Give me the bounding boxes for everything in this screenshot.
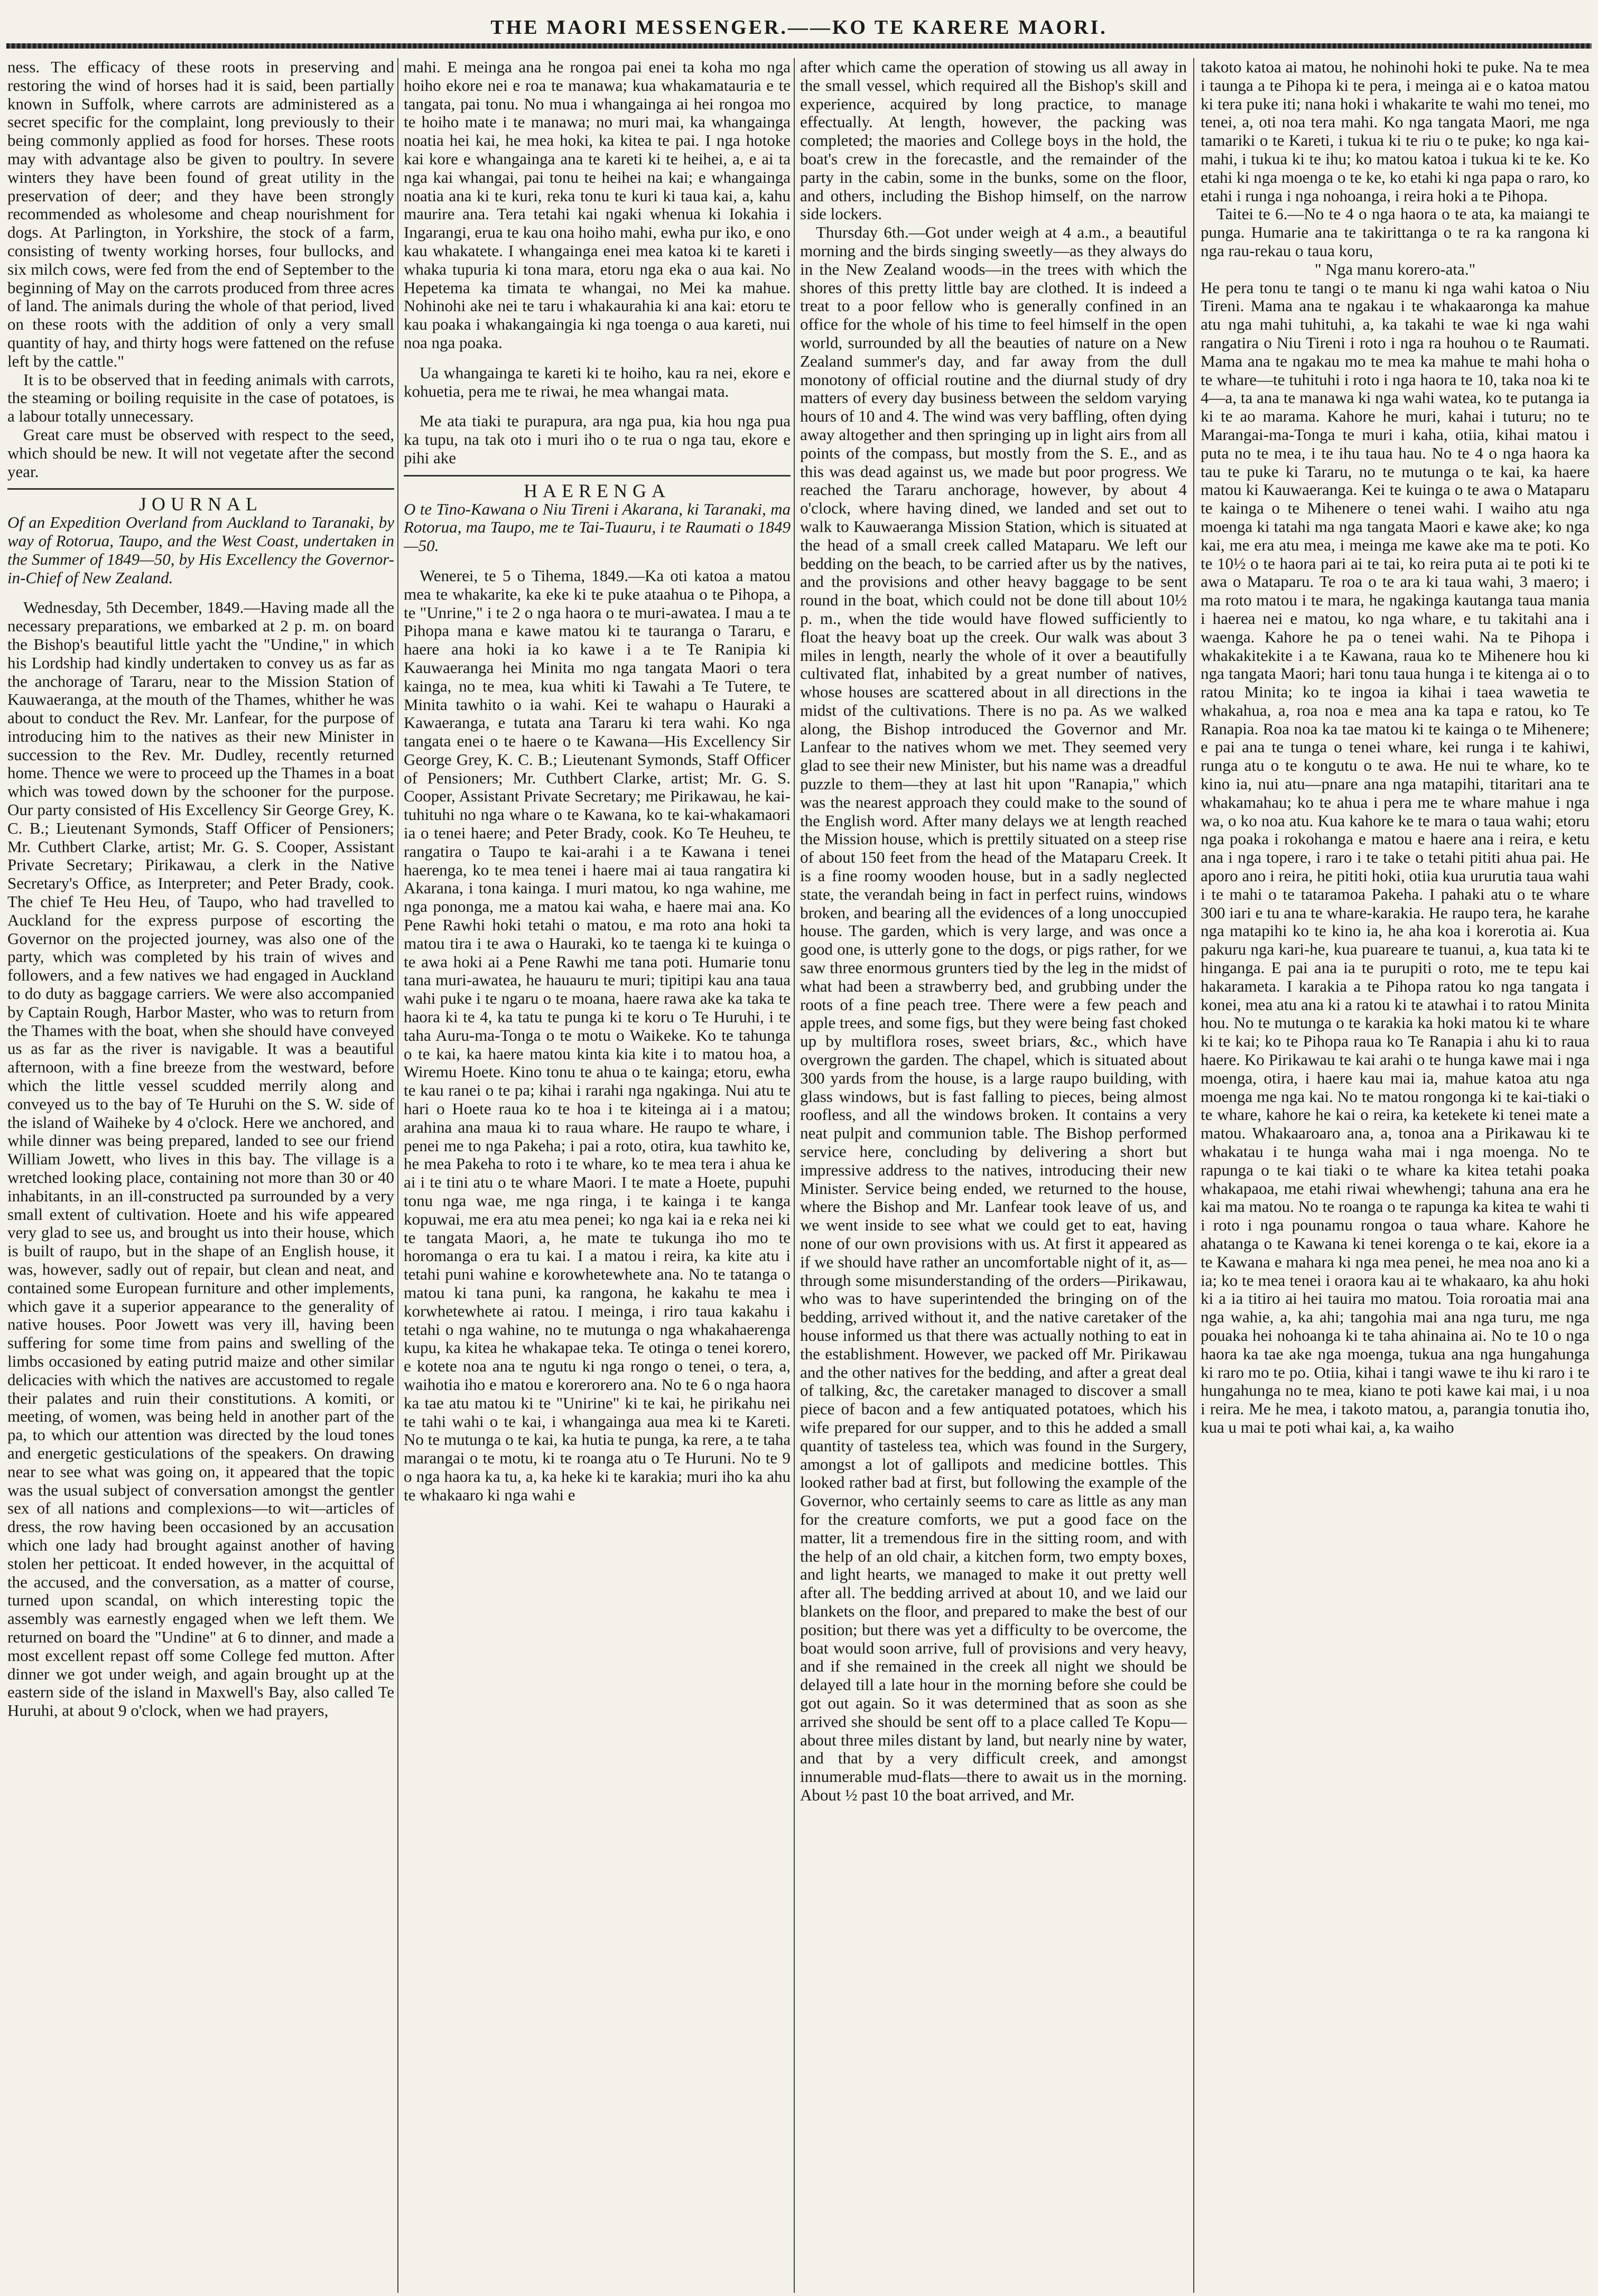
- carrot-article-text: ness. The efficacy of these roots in preserving and restoring the wind of horses had it is said, been partially known in Suffolk, where carrots are administered as a secret specific for the complaint, long previously to their being commonly applied as food for horses. These roots may with advantage also be given to poultry. In severe winters they have been found of great utility in the preservation of deer; and they have been strongly recommended as wholesome and cheap nourishment for dogs. At Parlington, in Yorkshire, the stock of a farm, consisting of twenty working horses, four bullocks, and six milch cows, were fed from the end of September to the beginning of May on the carrots produced from three acres of land. The animals during the whole of that period, lived on these roots with the addition of only a very small quantity of hay, and thirty hogs were fattened on the refuse left by the cattle.": [7, 58, 394, 370]
- section-rule: [7, 488, 394, 490]
- haerenga-text: He pera tonu te tangi o te manu ki nga wahi katoa o Niu Tireni. Mama ana te ngakau i te whakaaronga ka mahue atu nga mahi tuhituhi, a, ka takahi te wae ki nga wahi rangatira o Niu Tireni i roto i nga ra houhou o te Raumati. Mama ana te ngakau mo te mea ka mahue te mahi hoha o te whare—te tuhituhi i roto i nga haora te 10, taka noa ki te 4—a, ta ana te manawa ki nga wahi watea, ko te putanga ia ki te ao marama. Kahore he muri, kahai i tuturu; no te Marangai-ma-Tonga te muri i kaha, otiia, kihai matou i puta no te mea, i te ihu taua hau. No te 4 o nga haora ka tau te puke ki Tararu, no te mutunga o te kai, ka haere matou ki Kauwaeranga. Kei te kuinga o te awa o Mataparu te kainga o te Mihenere o tenei wahi. I waiho atu nga moenga ki tatahi ma nga tangata Maori e kawe ake; ko nga kai, me era atu mea, i meinga me kawe ake ma te poti. Ko te 10½ o te haora pari ai te tai, ko reira puta ai te poti ki te awa o Mataparu. Te roa o te ara ki taua wahi, 3 maero; i ma roto matou i te mara, he ngakinga kautanga taua mania i haerea nei e matou, ko nga whare, e tu takitahi ana i waenga. Kahore he pa o tenei wahi. Na te Pihopa i whakakitekite i a te Kawana, raua ko te Mihenere hou ki nga tangata Maori; hari tonu taua hunga i te kitenga ai o to ratou Minita; ko te ingoa ia kihai i taea wawetia te whakahua, a, roa noa e mea ana ka tapa e ratou, ko Te Ranapia. Roa noa ka tae matou ki te kainga o te Mihenere; e pai ana te tunga o tenei whare, kei runga i te kahiwi, runga atu o te kongutu o te awa. He nui te whare, ko te kino ia, nui atu—pnare ana nga matapihi, titaritari ana te whakamahau; ko te ahua i pera me te whare mahue i nga wa, o ko noa atu. Kua kahore ke te mara o taua wahi; etoru nga poaka i rokohanga e matou e haere ana i reira, e ketu ana i nga topere, i raro i te take o tetahi pititi ahua pai. He aporo ano i reira, he pititi hoki, otiia kua ururutia taua wahi i te mahi o te tataramoa Pakeha. I pahaki atu o te whare 300 iari e tu ana te whare-karakia. He raupo tera, he karahe nga matapihi ko te kino ia, he aha koa i korerotia ai. Kua pakuru nga kari-he, kua puareare te tuanui, a, kua tata ki te hinganga. E pai ana ia te purupiti o roto, me te tepu kai hakarameta. I karakia a te Pihopa ratou ko nga tangata i konei, mea atu ana ki a ratou ki te atawhai i to ratou Minita hou. No te mutunga o te karakia ka hoki matou ki te whare ki te kai; ko te Pihopa raua ko Te Ranapia i ahu ki to raua haere. Ko Pirikawau te kai arahi o te hunga kawe mai i nga moenga, otira, i haere kau mai ia, mahue katoa atu nga moenga me nga kai. No te matou rongonga ki te kai-tiaki o te whare, kahore he kai o reira, ka ketekete ki tenei mate a matou. Whakaaroaro ana, a, tonoa ana a Pirikawau ki te whakatau i te hunga waha mai i nga moenga. No te rapunga o te kai tiaki o te whare ka kitea tetahi poaka whakapaoa, me etahi riwai whewhengi; tahuna ana era he kai ma matou. No te roanga o te rapunga ka kitea te wahi ti i roto i nga pounamu rongoa o taua whare. Kahore he ahatanga o te Kawana ki tenei korenga o te kai, ekore ia a te Kawana e mahara ki nga mea penei, he mea noa ano ki a ia; ko te mea tenei i oraora kau ai te whakaaro, ka ahu hoki ki a ia titiro ai hei tauira mo matou. Toia roroatia mai ana nga wahie, a, ka ahi; tangohia mai ana nga turu, me nga pouaka hei nohoanga ki te taha ahinaina ai. No te 10 o nga haora ka tae ake nga moenga, tukua ana nga hungahunga ki raro mo te po. Otiia, kihai i tangi wawe te ihu ki raro i te hungahunga no te mea, kiano te poti kawe kai mai, i u noa i reira. Me he mea, i takoto matou, a, parangia tonutia iho, kua u mai te poti whai kai, a, ka waiho: [1201, 278, 1590, 1436]
- journal-text: Wednesday, 5th December, 1849.—Having made all the necessary preparations, we embarked at 2 p. m. on board the Bishop's beautiful little yacht the "Undine," in which his Lordship had kindly undertaken to convey us as far as the anchorage of Tararu, near to the Mission Station of Kauwaeranga, at the mouth of the Thames, whither he was about to conduct the Rev. Mr. Lanfear, for the purpose of introducing him to the natives as their new Minister in succession to the Rev. Mr. Dudley, recently returned home. Thence we were to proceed up the Thames in a boat which was towed down by the schooner for the purpose. Our party consisted of His Excellency Sir George Grey, K. C. B.; Lieutenant Symonds, Staff Officer of Pensioners; Mr. Cuthbert Clarke, artist; Mr. G. S. Cooper, Assistant Private Secretary; Pirikawau, a clerk in the Native Secretary's Office, as Interpreter; and Peter Brady, cook. The chief Te Heu Heu, of Taupo, who had travelled to Auckland for the express purpose of escorting the Governor on the projected journey, was also one of the party, which was completed by his train of wives and followers, and a few natives we had engaged in Auckland to do duty as baggage carriers. We were also accompanied by Captain Rough, Harbor Master, who was to return from the Thames with the boat, when she should have conveyed us as far as the river is navigable. It was a beautiful afternoon, with a fine breeze from the westward, before which the little vessel scudded merrily along and conveyed us to the bay of Te Huruhi on the S. W. side of the island of Waiheke by 4 o'clock. Here we anchored, and while dinner was being prepared, landed to see our friend William Jowett, who lives in this bay. The village is a wretched looking place, containing not more than 30 or 40 inhabitants, in an ill-constructed pa surrounded by a very small extent of cultivation. Hoete and his wife appeared very glad to see us, and brought us into their house, which is built of raupo, but in the shape of an English house, it was, however, sadly out of repair, but clean and neat, and contained some European furniture and other implements, which gave it a superior appearance to the generality of native houses. Poor Jowett was very ill, having been suffering for some time from pains and swelling of the limbs occasioned by eating putrid maize and other similar delicacies with which the natives are accustomed to regale their palates and ruin their constitutions. A komiti, or meeting, of women, was being held in another part of the pa, to which our attention was directed by the loud tones and energetic gesticulations of the speakers. On drawing near to see what was going on, it appeared that the topic was the usual subject of conversation amongst the gentler sex of all nations and complexions—to wit—articles of dress, the row having been occasioned by an accusation which one lady had brought against another of having stolen her petticoat. It ended however, in the acquittal of the accused, and the conversation, as a matter of course, turned upon scandal, on which interesting topic the assembly was earnestly engaged when we left them. We returned on board the "Undine" at 6 to dinner, and made a most excellent repast off some College fed mutton. After dinner we got under weigh, and again brought up at the eastern side of the island in Maxwell's Bay, also called Te Huruhi, at about 9 o'clock, when we had prayers,: [7, 598, 394, 1720]
- journal-text: Thursday 6th.—Got under weigh at 4 a.m., a beautiful morning and the birds singing sweetly—as they always do in the New Zealand woods—in the trees with which the shores of this pretty little bay are clothed. It is indeed a treat to a poor fellow who is generally confined in an office for the whole of his time to feel himself in the open world, surrounded by all the beauties of nature on a New Zealand summer's day, and far away from the dull monotony of official routine and the diurnal study of dry matters of every day business between the seldom varying hours of 10 and 4. The wind was very baffling, often dying away altogether and then springing up in light airs from all points of the compass, but mostly from the S. E., and as this was dead against us, we made but poor progress. We reached the Tararu anchorage, however, by about 4 o'clock, where having dined, we landed and set out to walk to Kauwaeranga Mission Station, which is situated at the head of a small creek called Mataparu. We left our bedding on the beach, to be carried after us by the natives, and the provisions and other heavy baggage to be sent round in the boat, which could not be done till about 10½ p. m., when the tide would have flowed sufficiently to float the heavy boat up the creek. Our walk was about 3 miles in length, nearly the whole of it over a beautifully cultivated flat, inhabited by a great number of natives, whose houses are scattered about in all directions in the midst of the cultivations. There is no pa. As we walked along, the Bishop introduced the Governor and Mr. Lanfear to the natives whom we met. They seemed very glad to see their new Minister, but his name was a dreadful puzzle to them—they at last hit upon "Ranapia," which was the nearest approach they could make to the sound of the English word. After many delays we at length reached the Mission house, which is prettily situated on a steep rise of about 150 feet from the head of the Mataparu Creek. It is a fine roomy wooden house, but in a sadly neglected state, the verandah being in fact in perfect ruins, windows broken, and bearing all the evidences of a long unoccupied house. The garden, which is very large, and was once a good one, is utterly gone to the dogs, or pigs rather, for we saw three enormous grunters tied by the leg in the midst of what had been a strawberry bed, and grubbing under the roots of a fine peach tree. There were a few peach and apple trees, and some figs, but they were being fast choked up by multiflora roses, sweet briars, &c., which have overgrown the garden. The chapel, which is situated about 300 yards from the house, is a large raupo building, with glass windows, but is fast falling to pieces, being almost roofless, and all the windows broken. It contains a very neat pulpit and communion table. The Bishop performed service here, concluding by delivering a short but impressive address to the natives, introducing their new Minister. Service being ended, we returned to the house, where the Bishop and Mr. Lanfear took leave of us, and we went inside to see what we could get to eat, having none of our own provisions with us. At first it appeared as if we should have rather an uncomfortable night of it, as—through some misunderstanding of the orders—Pirikawau, who was to have superintended the bringing on of the bedding, arrived without it, and the native caretaker of the house informed us that there was actually nothing to eat in the establishment. However, we packed off Mr. Pirikawau and the other natives for the bedding, and after a great deal of talking, &c, the caretaker managed to discover a small piece of bacon and a few antiquated potatoes, which his wife prepared for our supper, and to this he added a small quantity of tasteless tea, which was found in the Surgery, amongst a lot of gallipots and medicine bottles. This looked rather bad at first, but following the example of the Governor, who certainly seems to care as little as any man for the creature comforts, we put a good face on the matter, lit a tremendous fire in the sitting room, and with the help of an old chair, a kitchen form, two empty boxes, and light hearts, we managed to make it out pretty well after all. The bedding arrived at about 10, and we laid our blankets on the floor, and prepared to make the best of our position; but there was yet a difficulty to be overcome, the boat would soon arrive, full of provisions and very heavy, and if she remained in the creek all night we should be delayed till a late hour in the morning before she could be got out again. So it was determined that as soon as she arrived she should be sent off to a place called Te Kopu—about three miles distant by land, but nearly nine by water, and that by a very difficult creek, and amongst innumerable mud-flats—there to await us in the morning. About ½ past 10 the boat arrived, and Mr.: [800, 223, 1187, 1804]
- section-rule: [404, 475, 791, 477]
- journal-subheading: Of an Expedition Overland from Auckland to Taranaki, by way of Rotorua, Taupo, and the West Coast, undertaken in the Summer of 1849—50, by His Excellency the Governor-in-Chief of New Zealand.: [7, 513, 394, 587]
- haerenga-heading: HAERENGA: [524, 480, 671, 501]
- haerenga-subheading: O te Tino-Kawana o Niu Tireni i Akarana, ki Taranaki, ma Rotorua, ma Taupo, me te Tai-Tuauru, i te Raumati o 1849—50.: [404, 499, 791, 555]
- haerenga-text: Taitei te 6.—No te 4 o nga haora o te ata, ka maiangi te punga. Humarie ana te takirittanga o te ra ka rangona ki nga rau-rekau o taua koru,: [1201, 204, 1590, 260]
- masthead-rule: [6, 43, 1592, 49]
- column-divider: [1193, 58, 1194, 2293]
- carrot-article-text: Great care must be observed with respect to the seed, which should be new. It will not vegetate after the second year.: [7, 425, 394, 481]
- column-divider: [794, 58, 795, 2293]
- column-1: [7, 58, 394, 2293]
- column-2: [404, 58, 791, 2293]
- maori-carrot-text: mahi. E meinga ana he rongoa pai enei ta koha mo nga hoiho ekore nei e roa te manawa; kua whakamatauria e te tangata, pai tonu. No mua i whangainga ai hei rongoa mo te hoiho mate i te manawa; no muri mai, ka whangainga noatia hei kai, he mea hoki, ka kitea te pai. I nga hotoke kai kore e whangainga ana te kareti ki te heihei, a, e ai ta nga kai whangai, pai tonu te heihei na kai; e whangainga noatia ana ki te kuri, reka tonu te kuri ki taua kai, a, kahu maurire ana. Tera tetahi kai ngaki whenua ki Iokahia i Ingarangi, erua te kau ona hoiho mahi, ewha pur iko, e ono kau whakatete. I whangainga enei mea katoa ki te kareti i whaka tupuria ki tona mara, etoru nga eka o aua kai. No Hepetema ka timata te whangai, no Mei ka mahue. Nohinohi ake nei te taru i whakaurahia ki ana kai: etoru te kau poaka i whakangaingia ki nga toenga o aua kareti, nui noa nga poaka.: [404, 58, 791, 352]
- journal-heading: JOURNAL: [138, 493, 263, 515]
- column-4: [1201, 58, 1590, 2293]
- haerenga-text: Wenerei, te 5 o Tihema, 1849.—Ka oti katoa a matou mea te whakarite, ka eke ki te puke ataahua o te Pihopa, a te "Unrine," i te 2 o nga haora o te muri-awatea. I mau a te Pihopa mana e kawe matou ki te tauranga o Tararu, e haere ana hoki ia ko kawe i a te Te Ranipia ki Kauwaeranga hei Minita mo nga tangata Maori o tera kainga, no te mea, kua whiti ki Tawahi a Te Tutere, te Minita tawhito o ia wahi. Kei te wahapu o Hauraki a Kawaeranga, e tutata ana Tararu ki tera wahi. Ko nga tangata enei o te haere o te Kawana—His Excellency Sir George Grey, K. C. B.; Lieutenant Symonds, Staff Officer of Pensioners; Mr. Cuthbert Clarke, artist; Mr. G. S. Cooper, Assistant Private Secretary; me Pirikawau, he kai-tuhituhi no nga whare o te Kawana, ko te kai-whakamaori ia o tenei haere; and Peter Brady, cook. Ko Te Heuheu, te rangatira o Taupo te kai-arahi i a te Kawana i tenei haerenga, ko te mea tenei i haere mai ai taua rangatira ki Akarana, i tona kainga. I muri matou, ko nga wahine, me nga pononga, me a matou kai waha, e haere mai ana. Ko Pene Rawhi hoki tetahi o matou, e ma roto ana hoki ta matou tira i te awa o Hauraki, ko te taenga ki te kuinga o te awa hoki ai a Pene Rawhi me tana poti. Humarie tonu tana muri-awatea, he hauauru te muri; tipitipi kau ana taua wahi puke i te ngaru o te moana, haere rawa ake ka taka te haora ki te 4, ka tatu te punga ki te koru o Te Huruhi, i te taha Auru-ma-Tonga o te motu o Waikeke. Ko te tahunga o te kai, ka haere matou kinta kia kite i to matou hoa, a Wiremu Hoete. Kino tonu te ahua o te kainga; etoru, ewha te kau ranei o te pa; kihai i rarahi nga ngakinga. Nui atu te hari o Hoete raua ko te hoa i te kiteinga ai i a matou; arahina ana maua ki to raua whare. He raupo te whare, i penei me to nga Pakeha; i pai a roto, otira, kua tawhito ke, he mea Pakeha to roto i te whare, ko te mea tera i ahua ke ai i te tini atu o te whare Maori. I te mate a Hoete, pupuhi tonu nga wae, me nga ringa, i te kainga i te kanga kopuwai, me era atu mea penei; ko nga kai ia e reka nei ki te tangata Maori, a, he mate te tukunga iho mo te horomanga o era tu kai. I a matou i reira, ka kite atu i tetahi puni wahine e korowhetewhete ana. No te tatanga o matou ki tana puni, ka rangona, he kakahu te mea i korwhetewhete ai ratou. I meinga, i riro taua kakahu i tetahi o nga wahine, no te mutunga o nga whakahaerenga kupu, ka kitea he whakapae teka. Te otinga o tenei korero, e kotete noa ana te ngutu ki nga rongo o tenei, o tera, a, waihotia iho e matou e korerorero ana. No te 6 o nga haora ka tae atu matou ki te "Unirine" ki te kai, he pirikahu nei te tahi wahi o te kai, i whangainga aua mea ki te Kareti. No te mutunga o te kai, ka hutia te punga, ka rere, a te taha marangai o te motu, ki te roanga atu o Te Huruni. No te 9 o nga haora ka tu, a, ka heke ki te karakia; muri iho ka ahu te whakaaro ki nga wahi e: [404, 566, 791, 1504]
- masthead: THE MAORI MESSENGER.——KO TE KARERE MAORI.: [490, 16, 1108, 39]
- haerenga-text: takoto katoa ai matou, he nohinohi hoki te puke. Na te mea i taunga a te Pihopa ki te pera, i meinga ai e o katoa matou ki tera puke iti; nana hoki i whakarite te wahi mo tenei, mo tenei, a, oti noa tera mahi. Ko nga tangata Maori, me nga tamariki o te Kareti, i tukua ki te riu o te puke; ko nga kai-mahi, i tukua ki te ihu; ko matou katoa i tukua ki te ke. Ko etahi ki nga moenga o te ke, ko etahi ki nga papa o raro, ko etahi i runga i nga nohoanga, i reira hoki a te Pihopa.: [1201, 58, 1590, 205]
- maori-carrot-text: Ua whangainga te kareti ki te hoiho, kau ra nei, ekore e kohuetia, pera me te riwai, he mea whangai mata.: [404, 363, 791, 400]
- maori-carrot-text: Me ata tiaki te purapura, ara nga pua, kia hou nga pua ka tupu, na tak oto i muri iho o te rua o nga tau, ekore e pihi ake: [404, 412, 791, 467]
- journal-text: after which came the operation of stowing us all away in the small vessel, which required all the Bishop's skill and experience, acquired by long practice, to manage effectually. At length, however, the packing was completed; the maories and College boys in the hold, the boat's crew in the forecastle, and the remainder of the party in the cabin, some in the bunks, some on the floor, and others, including the Bishop himself, on the narrow side lockers.: [800, 58, 1187, 223]
- carrot-article-text: It is to be observed that in feeding animals with carrots, the steaming or boiling requisite in the case of potatoes, is a labour totally unnecessary.: [7, 370, 394, 426]
- column-divider: [397, 58, 398, 2293]
- column-3: [800, 58, 1187, 2293]
- haerenga-quote: " Nga manu korero-ata.": [1314, 259, 1476, 278]
